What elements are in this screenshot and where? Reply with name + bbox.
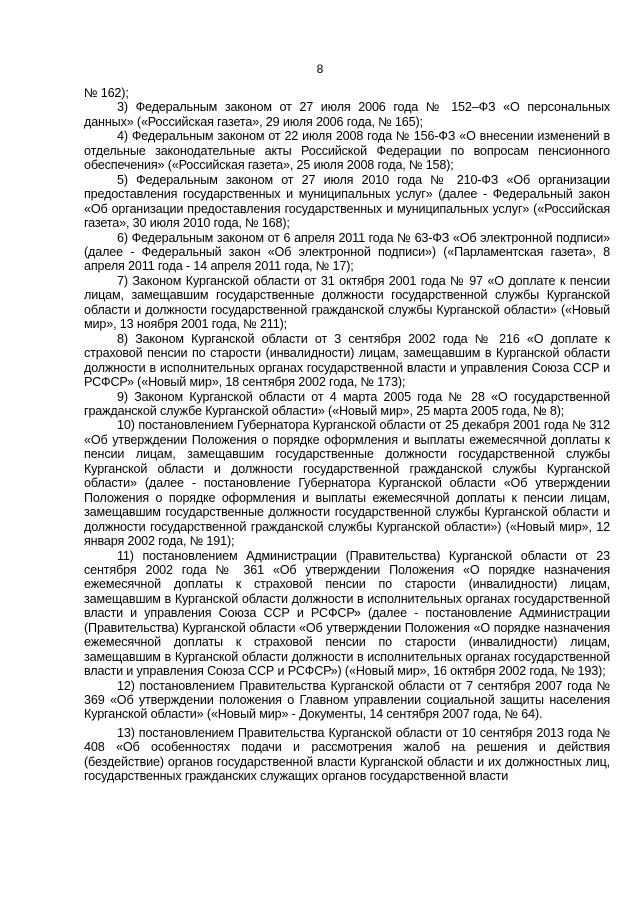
paragraph-item-9: 9) Законом Курганской области от 4 марта 2005 года № 28 «О государственной гражданской службе Курганской области» («Новый мир», 25 марта 2005 года, № 8); <box>84 389 610 418</box>
paragraph-item-10: 10) постановлением Губернатора Курганской области от 25 декабря 2001 года № 312 «Об утверждении Положения о порядке оформления и выплаты ежемесячной доплаты к пенсии лицам, замещавшим государственные должности государственной службы Курганской области и должности государственной гражданской службы Курганской области» (далее - постановление Губернатора Курганской области «Об утверждении Положения о порядке оформления и выплаты ежемесячной доплаты к пенсии лицам, замещавшим государственные должности государственной службы Курганской области и должности государственной гражданской службы Курганской области») («Новый мир», 12 января 2002 года, № 191); <box>84 418 610 549</box>
paragraph-item-3: 3) Федеральным законом от 27 июля 2006 года № 152–ФЗ «О персональных данных» («Российская газета», 29 июля 2006 года, № 165); <box>84 100 610 129</box>
paragraph-item-6: 6) Федеральным законом от 6 апреля 2011 года № 63-ФЗ «Об электронной подписи» (далее - Федеральный закон «Об электронной подписи») («Парламентская газета», 8 апреля 2011 года - 14 апреля 2011 года, № 17); <box>84 230 610 274</box>
paragraph-item-7: 7) Законом Курганской области от 31 октября 2001 года № 97 «О доплате к пенсии лицам, замещавшим государственные должности государственной службы Курганской области и должности государственной гражданской службы Курганской области» («Новый мир», 13 ноября 2001 года, № 211); <box>84 273 610 332</box>
paragraph-item-8: 8) Законом Курганской области от 3 сентября 2002 года № 216 «О доплате к страховой пенсии по старости (инвалидности) лицам, замещавшим в Курганской области должности в исполнительных органах государственной власти и управления Союза ССР и РСФСР» («Новый мир», 18 сентября 2002 года, № 173); <box>84 331 610 390</box>
page-number: 8 <box>316 62 324 76</box>
paragraph-item-4: 4) Федеральным законом от 22 июля 2008 года № 156-ФЗ «О внесении изменений в отдельные законодательные акты Российской Федерации по вопросам пенсионного обеспечения» («Российская газета», 25 июля 2008 года, № 158); <box>84 129 610 173</box>
paragraph-continuation: № 162); <box>84 86 129 100</box>
paragraph-item-13: 13) постановлением Правительства Курганской области от 10 сентября 2013 года № 408 «Об особенностях подачи и рассмотрения жалоб на решения и действия (бездействие) органов государственной власти Курганской области и их должностных лиц, государственных гражданских служащих органов государственной власти <box>84 725 610 784</box>
paragraph-item-11: 11) постановлением Администрации (Правительства) Курганской области от 23 сентября 2002 года № 361 «Об утверждении Положения «О порядке назначения ежемесячной доплаты к страховой пенсии по старости (инвалидности) лицам, замещавшим в Курганской области должности в исполнительных органах государственной власти и управления Союза ССР и РСФСР» (далее - постановление Администрации (Правительства) Курганской области «Об утверждении Положения «О порядке назначения ежемесячной доплаты к страховой пенсии по старости (инвалидности) лицам, замещавшим в Курганской области должности в исполнительных органах государственной власти и управления Союза ССР и РСФСР») («Новый мир», 16 октября 2002 года, № 193); <box>84 548 610 679</box>
paragraph-item-12: 12) постановлением Правительства Курганской области от 7 сентября 2007 года № 369 «Об утверждении положения о Главном управлении социальной защиты населения Курганской области» («Новый мир» - Документы, 14 сентября 2007 года, № 64). <box>84 678 610 722</box>
document-body <box>84 86 610 784</box>
paragraph-item-5: 5) Федеральным законом от 27 июля 2010 года № 210-ФЗ «Об организации предоставления государственных и муниципальных услуг» (далее - Федеральный закон «Об организации предоставления государственных и муниципальных услуг» («Российская газета», 30 июля 2010 года, № 168); <box>84 172 610 231</box>
